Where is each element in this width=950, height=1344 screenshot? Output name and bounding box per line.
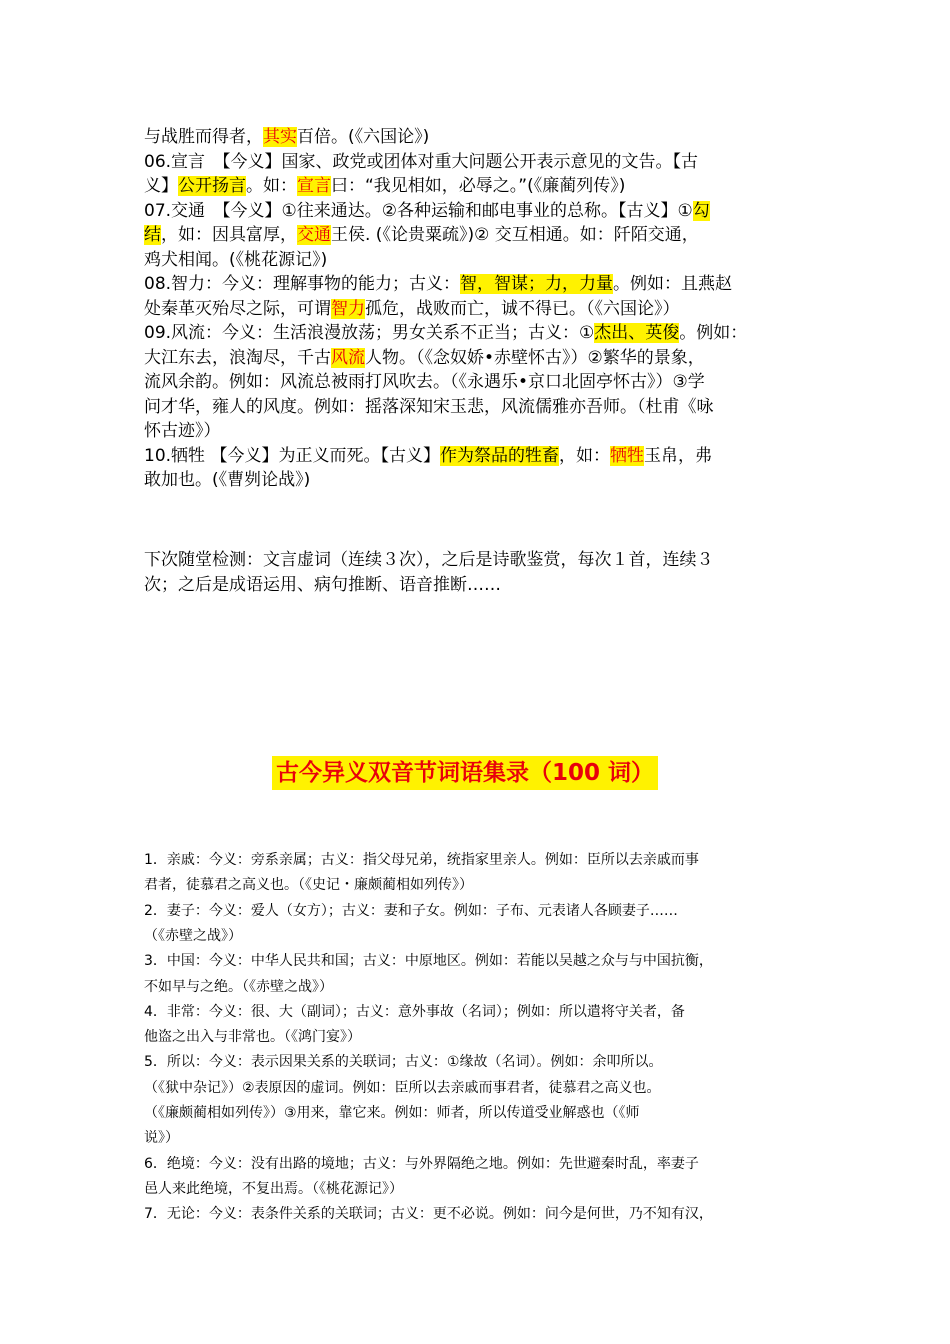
text-segment: 4．非常：今义：很、大（副词）；古义：意外事故（名词）；例如：所以遣将守关者，备 (144, 1003, 685, 1020)
highlighted-term: 其实 (263, 127, 297, 147)
text-segment: 10.牺牲 【今义】为正义而死。【古义】 (144, 445, 440, 466)
highlighted-term: 宣言 (297, 176, 331, 196)
text-line (144, 976, 333, 998)
text-segment: 他盗之出入与非常也。（《鸿门宴》） (144, 1029, 361, 1046)
text-line (144, 1178, 403, 1200)
text-segment: 1．亲戚：今义：旁系亲属；古义：指父母兄弟，统指家里亲人。例如：臣所以去亲戚而事 (144, 852, 699, 868)
text-segment: 说》） (144, 1130, 179, 1147)
highlighted-term: 交通 (297, 225, 331, 245)
text-segment: 人物。（《念奴娇•赤壁怀古》）②繁华的景象， (365, 347, 705, 368)
text-segment: 次；之后是成语运用、病句推断、语音推断…… (144, 575, 501, 595)
text-line (144, 395, 714, 419)
text-segment: ，如：因具富厚， (161, 225, 297, 245)
highlighted-term: 结 (144, 225, 161, 245)
text-segment: 与战胜而得者， (144, 127, 263, 147)
text-segment: 6．绝境：今义：没有出路的境地；古义：与外界隔绝之地。例如：先世避秦时乱，率妻子 (144, 1155, 699, 1172)
text-line (144, 573, 501, 597)
text-segment: 问才华，雍人的风度。例如：摇落深知宋玉悲，风流儒雅亦吾师。（杜甫《咏 (144, 396, 714, 417)
highlighted-term: 风流 (331, 347, 365, 368)
text-line (144, 900, 678, 922)
text-segment: （《赤壁之战》） (144, 927, 242, 944)
text-line (144, 419, 221, 443)
text-line (144, 1127, 179, 1149)
text-line (144, 370, 705, 394)
text-segment: 处秦革灭殆尽之际，可谓 (144, 298, 331, 319)
text-segment: （《廉颇蔺相如列传》）③用来，靠它来。例如：师者，所以传道受业解惑也（《师 (144, 1105, 640, 1121)
text-segment: 5．所以：今义：表示因果关系的关联词；古义：①缘故（名词）。例如：余叩所以。 (144, 1054, 663, 1071)
highlighted-term: 智力 (331, 298, 365, 319)
text-segment: 07.交通 【今义】①往来通达。②各种运输和邮电事业的总称。【古义】① (144, 200, 693, 221)
section-title: 古今异义双音节词语集录（100 词） (272, 756, 658, 790)
text-segment: 。例如：且燕赵 (613, 274, 733, 294)
text-line (144, 150, 698, 174)
text-line (144, 849, 699, 871)
text-line (144, 1001, 685, 1023)
text-segment: 鸡犬相闻。(《桃花源记》) (144, 249, 328, 270)
text-line (144, 248, 327, 272)
text-segment: 玉帛，弗 (643, 445, 712, 466)
text-line (144, 1026, 361, 1048)
highlighted-term: 作为祭品的牲畜 (439, 445, 559, 466)
text-line (144, 548, 714, 572)
highlighted-term: 勾 (692, 200, 710, 221)
text-segment: 大江东去，浪淘尽，千古 (144, 347, 331, 368)
text-line (144, 925, 242, 947)
text-line (144, 1051, 662, 1073)
text-line (144, 223, 699, 247)
text-segment: 。如： (246, 176, 297, 196)
text-segment: 邑人来此绝境，不复出焉。（《桃花源记》） (144, 1180, 403, 1197)
highlighted-term: 杰出、英俊 (594, 323, 680, 343)
text-line (144, 346, 705, 370)
text-line (144, 1153, 699, 1175)
text-line (144, 272, 732, 296)
text-line (144, 297, 680, 321)
text-segment: 流风余韵。例如：风流总被雨打风吹去。（《永遇乐•京口北固亭怀古》）③学 (144, 372, 705, 392)
highlighted-term: 牺牲 (609, 445, 644, 466)
text-segment: 3．中国：今义：中华人民共和国；古义：中原地区。例如：若能以吴越之众与与中国抗衡， (144, 953, 713, 970)
text-line (144, 1102, 640, 1124)
text-segment: 09.风流：今义：生活浪漫放荡；男女关系不正当；古义：① (144, 323, 595, 343)
text-segment: 7．无论：今义：表条件关系的关联词；古义：更不必说。例如：问今是何世，乃不知有汉， (144, 1206, 713, 1223)
text-line (144, 950, 713, 972)
text-line (144, 174, 625, 198)
text-segment: 下次随堂检测：文言虚词（连续３次），之后是诗歌鉴赏，每次１首，连续３ (144, 550, 714, 570)
text-line (144, 199, 710, 223)
text-segment: 百倍。(《六国论》) (297, 127, 430, 147)
text-line (144, 1203, 713, 1225)
text-segment: 王侯. (《论贵粟疏》)② 交互相通。如：阡陌交通， (331, 225, 699, 245)
text-segment: ，如： (558, 445, 610, 466)
highlighted-term: 智，智谋；力，力量 (460, 274, 614, 294)
text-segment: 。例如： (679, 323, 748, 343)
text-segment: 不如早与之绝。（《赤壁之战》） (144, 978, 333, 995)
text-line (144, 874, 473, 896)
text-line (144, 321, 747, 345)
text-segment: 孤危，战败而亡，诚不得已。（《六国论》） (365, 298, 680, 319)
text-segment: 06.宣言 【今义】国家、政党或团体对重大问题公开表示意见的文告。【古 (144, 151, 699, 172)
text-segment: 08.智力：今义：理解事物的能力；古义： (144, 274, 461, 294)
text-segment: 怀古迹》） (144, 421, 221, 441)
highlighted-term: 公开扬言 (178, 176, 246, 196)
text-segment: 2．妻子：今义：爱人（女方）；古义：妻和子女。例如：子布、元表诸人各顾妻子…… (144, 902, 678, 919)
text-segment: 敢加也。(《曹刿论战》) (144, 470, 311, 490)
text-line (144, 444, 712, 468)
text-segment: 曰：“我见相如，必辱之。”(《廉蔺列传》) (331, 176, 626, 196)
text-line (144, 1077, 661, 1099)
text-line (144, 125, 429, 149)
text-line (144, 468, 310, 492)
text-segment: （《狱中杂记》）②表原因的虚词。例如：臣所以去亲戚而事君者，徒慕君之高义也。 (144, 1079, 661, 1096)
text-segment: 君者，徒慕君之高义也。（《史记・廉颇蔺相如列传》） (144, 877, 473, 894)
text-segment: 义】 (144, 176, 178, 196)
